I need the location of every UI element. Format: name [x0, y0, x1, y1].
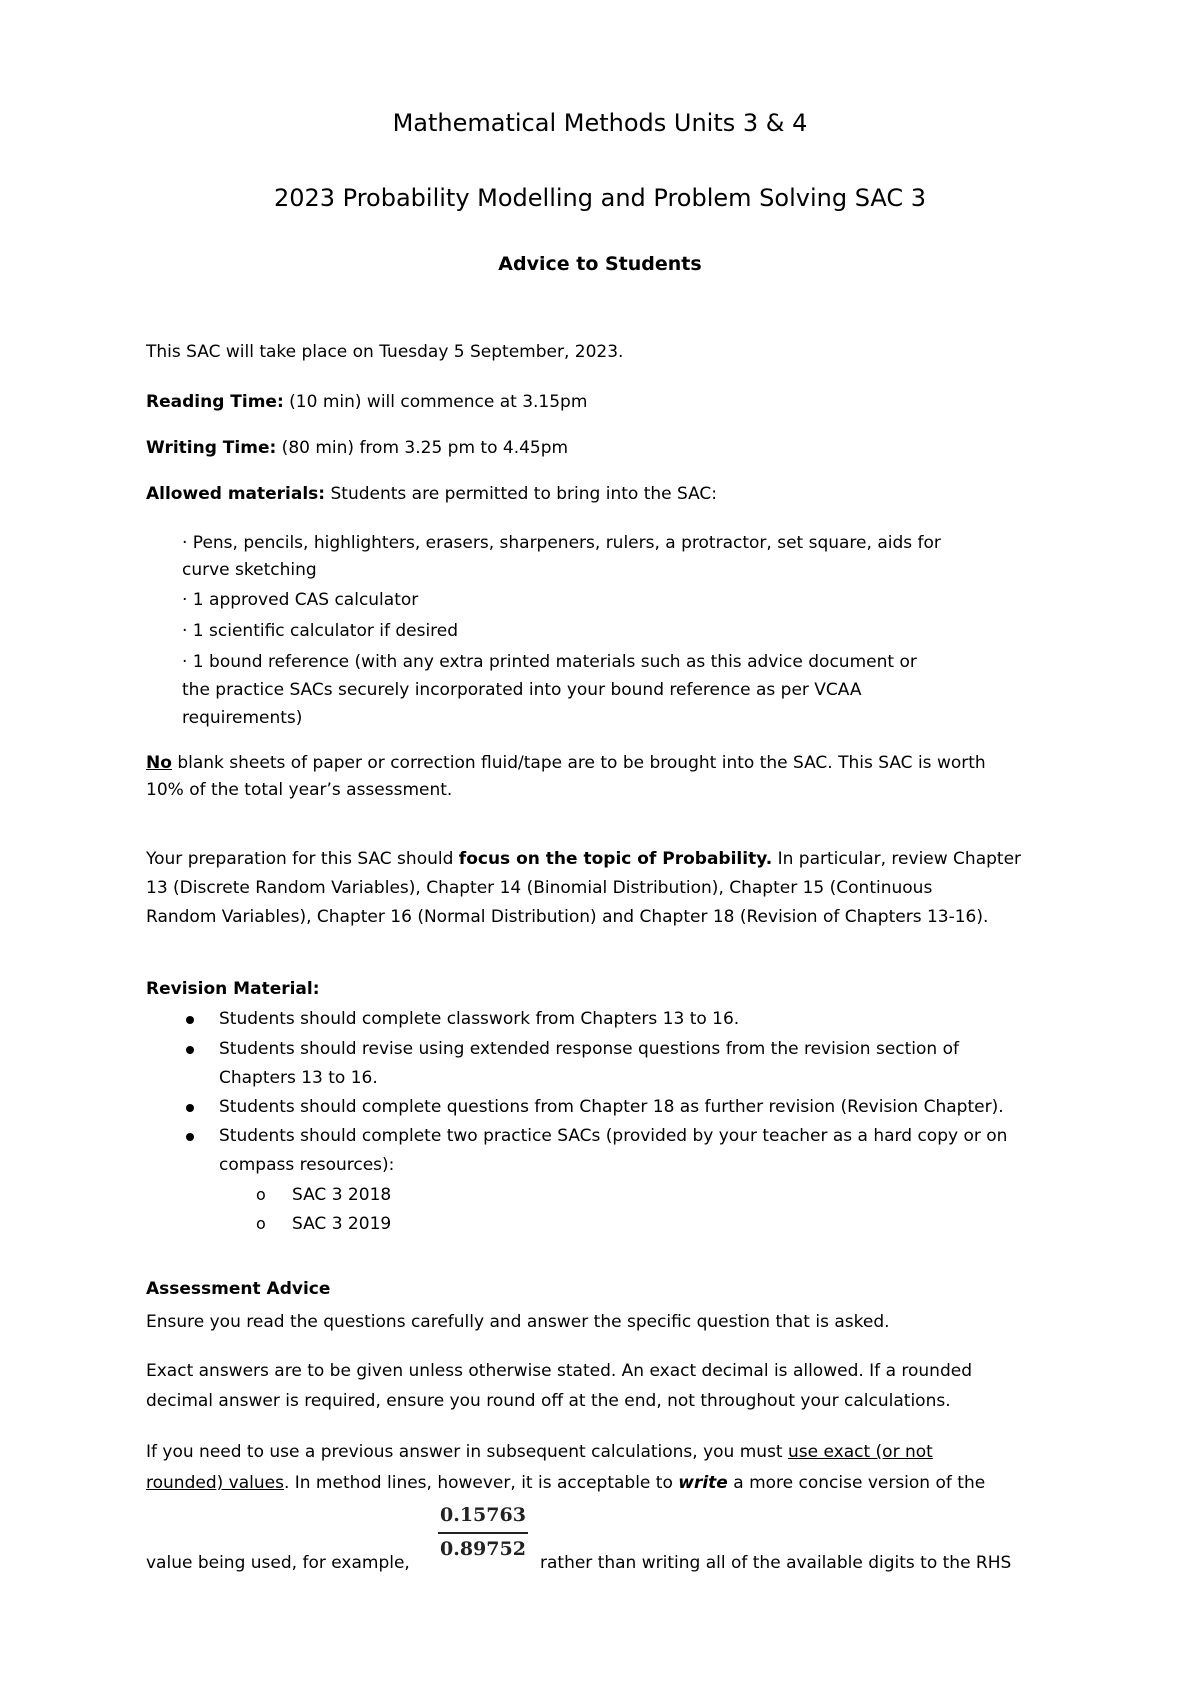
- allowed-materials-line: [146, 483, 717, 505]
- advice-paragraph-2-cont: decimal answer is required, ensure you round off at the end, not throughout your calculations.: [146, 1391, 951, 1411]
- rules-line-1: [146, 752, 986, 774]
- fraction-denominator: 0.89752: [440, 1538, 526, 1560]
- sub-bullet-marker: o: [256, 1214, 266, 1233]
- advice-p3-write-word: write: [678, 1473, 728, 1493]
- advice-paragraph-3-cont: [146, 1472, 985, 1494]
- revision-bullet-2: Students should revise using extended response questions from the revision section of: [219, 1039, 959, 1059]
- advice-p3-underlined-a: use exact (or not: [788, 1442, 933, 1462]
- assessment-advice-heading: Assessment Advice: [146, 1279, 331, 1299]
- materials-item-3: · 1 scientific calculator if desired: [182, 621, 459, 641]
- advice-paragraph-1: Ensure you read the questions carefully and answer the specific question that is asked.: [146, 1312, 890, 1332]
- advice-p3-text-a: If you need to use a previous answer in subsequent calculations, you must: [146, 1442, 788, 1462]
- materials-item-4: · 1 bound reference (with any extra printed materials such as this advice document or: [182, 652, 917, 672]
- reading-time-text: (10 min) will commence at 3.15pm: [283, 392, 588, 412]
- advice-paragraph-2: Exact answers are to be given unless otherwise stated. An exact decimal is allowed. If a rounded: [146, 1361, 973, 1381]
- revision-sub-item-2: SAC 3 2019: [292, 1214, 392, 1234]
- allowed-materials-text: Students are permitted to bring into the SAC:: [325, 484, 718, 504]
- advice-p3-example-tail: rather than writing all of the available digits to the RHS: [540, 1553, 1012, 1573]
- materials-item-4-cont: the practice SACs securely incorporated into your bound reference as per VCAA: [182, 680, 862, 700]
- advice-p3-text-c: a more concise version of the: [727, 1473, 986, 1493]
- revision-bullet-3: Students should complete questions from Chapter 18 as further revision (Revision Chapter).: [219, 1097, 1004, 1117]
- bullet-icon: [186, 1046, 194, 1054]
- prep-focus-text: focus on the topic of Probability.: [458, 849, 773, 869]
- materials-item-1-cont: curve sketching: [182, 560, 317, 580]
- prep-line-3: Random Variables), Chapter 16 (Normal Distribution) and Chapter 18 (Revision of Chapters 13-16).: [146, 907, 989, 927]
- prep-line-1-a: Your preparation for this SAC should: [146, 849, 459, 869]
- advice-p3-text-b: . In method lines, however, it is acceptable to: [283, 1473, 679, 1493]
- revision-bullet-1: Students should complete classwork from Chapters 13 to 16.: [219, 1009, 740, 1029]
- revision-bullet-4-cont: compass resources):: [219, 1155, 395, 1175]
- fraction-bar: [438, 1532, 528, 1534]
- materials-item-2: · 1 approved CAS calculator: [182, 590, 419, 610]
- rules-line-2: 10% of the total year’s assessment.: [146, 780, 453, 800]
- prep-line-1-c: In particular, review Chapter: [772, 849, 1022, 869]
- advice-paragraph-3: [146, 1441, 933, 1463]
- document-title: Mathematical Methods Units 3 & 4: [392, 109, 808, 137]
- sac-date-line: This SAC will take place on Tuesday 5 September, 2023.: [146, 342, 624, 362]
- revision-sub-item-1: SAC 3 2018: [292, 1185, 392, 1205]
- revision-bullet-2-cont: Chapters 13 to 16.: [219, 1068, 378, 1088]
- bullet-icon: [186, 1016, 194, 1024]
- bullet-icon: [186, 1133, 194, 1141]
- materials-item-1: · Pens, pencils, highlighters, erasers, sharpeners, rulers, a protractor, set square, aids for: [182, 533, 941, 553]
- sub-bullet-marker: o: [256, 1185, 266, 1204]
- reading-time-label: Reading Time:: [146, 392, 284, 412]
- revision-bullet-4: Students should complete two practice SACs (provided by your teacher as a hard copy or on: [219, 1126, 1008, 1146]
- bullet-icon: [186, 1104, 194, 1112]
- fraction-numerator: 0.15763: [440, 1504, 526, 1526]
- advice-p3-underlined-b: rounded) values: [146, 1473, 284, 1493]
- rules-line-1-text: blank sheets of paper or correction fluid/tape are to be brought into the SAC. This SAC is worth: [171, 753, 986, 773]
- prep-line-2: 13 (Discrete Random Variables), Chapter 14 (Binomial Distribution), Chapter 15 (Continuous: [146, 878, 933, 898]
- advice-p3-example-lead: value being used, for example,: [146, 1553, 410, 1573]
- materials-item-4-cont2: requirements): [182, 708, 303, 728]
- reading-time-line: [146, 391, 587, 413]
- rules-no-word: No: [146, 753, 172, 773]
- writing-time-label: Writing Time:: [146, 438, 277, 458]
- prep-line-1: [146, 848, 1021, 870]
- allowed-materials-label: Allowed materials:: [146, 484, 326, 504]
- document-subtitle: 2023 Probability Modelling and Problem Solving SAC 3: [273, 184, 927, 212]
- revision-heading: Revision Material:: [146, 979, 320, 999]
- writing-time-text: (80 min) from 3.25 pm to 4.45pm: [276, 438, 569, 458]
- writing-time-line: [146, 437, 568, 459]
- document-section-title: Advice to Students: [498, 253, 702, 275]
